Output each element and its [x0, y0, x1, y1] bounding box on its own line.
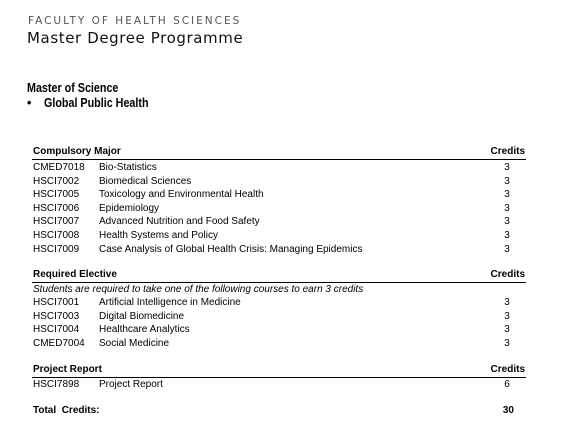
course-code: HSCI7009	[33, 243, 80, 255]
course-credits: 3	[504, 216, 510, 228]
required-elective-section	[32, 269, 526, 350]
project-report-section	[32, 364, 526, 392]
course-row	[32, 378, 526, 392]
course-name: Artificial Intelligence in Medicine	[99, 297, 241, 308]
course-credits: 3	[504, 202, 510, 214]
faculty-name: FACULTY OF HEALTH SCIENCES	[28, 15, 242, 27]
course-row	[32, 188, 526, 202]
course-code: HSCI7007	[33, 216, 80, 228]
degree-title: Master of Science	[27, 81, 119, 95]
course-code: HSCI7002	[33, 175, 80, 187]
course-code: CMED7004	[33, 337, 85, 349]
total-credits-value: 30	[502, 405, 514, 416]
course-name: Epidemiology	[99, 202, 160, 214]
course-credits: 3	[504, 297, 510, 308]
course-name: Healthcare Analytics	[99, 324, 190, 336]
elective-note: Students are required to take one of the following courses to earn 3 credits	[33, 284, 364, 295]
course-credits: 3	[504, 310, 510, 322]
section-title: Project Report	[33, 364, 102, 375]
course-credits: 3	[504, 229, 510, 241]
course-name: Health Systems and Policy	[99, 229, 218, 241]
programme-title: Master Degree Programme	[27, 29, 244, 47]
credits-column-header: Credits	[490, 364, 525, 375]
credits-column-header: Credits	[490, 146, 525, 157]
course-credits: 3	[504, 243, 510, 255]
course-code: HSCI7003	[33, 310, 80, 322]
course-name: Advanced Nutrition and Food Safety	[99, 216, 260, 228]
course-code: HSCI7898	[33, 379, 80, 390]
course-code: HSCI7001	[33, 297, 80, 308]
course-row	[32, 337, 526, 351]
section-header	[32, 269, 526, 283]
course-row	[32, 215, 526, 229]
course-name: Digital Biomedicine	[99, 310, 185, 322]
course-name: Social Medicine	[99, 337, 170, 349]
course-code: CMED7018	[33, 162, 85, 173]
total-credits-label: Total Credits:	[33, 405, 100, 416]
course-code: HSCI7008	[33, 229, 80, 241]
credits-column-header: Credits	[490, 269, 525, 280]
course-credits: 3	[504, 324, 510, 336]
course-name: Bio-Statistics	[99, 162, 157, 173]
course-row	[32, 323, 526, 337]
bullet-icon: •	[27, 96, 32, 110]
section-header	[32, 146, 526, 160]
course-name: Biomedical Sciences	[99, 175, 192, 187]
specialisation-name: Global Public Health	[44, 96, 149, 110]
specialisation-line	[27, 96, 166, 110]
course-name: Toxicology and Environmental Health	[99, 189, 264, 201]
section-header	[32, 364, 526, 378]
compulsory-major-section	[32, 146, 526, 256]
course-row	[32, 296, 526, 310]
course-row	[32, 175, 526, 189]
course-name: Project Report	[99, 379, 163, 390]
course-credits: 6	[504, 379, 510, 390]
course-credits: 3	[504, 162, 510, 173]
course-code: HSCI7006	[33, 202, 80, 214]
course-credits: 3	[504, 175, 510, 187]
section-title: Compulsory Major	[33, 146, 121, 157]
course-credits: 3	[504, 189, 510, 201]
course-row	[32, 310, 526, 324]
course-row	[32, 243, 526, 257]
course-row	[32, 229, 526, 243]
course-row	[32, 161, 526, 175]
course-code: HSCI7005	[33, 189, 80, 201]
section-title: Required Elective	[33, 269, 117, 280]
course-name: Case Analysis of Global Health Crisis: Managing Epidemics	[99, 243, 363, 255]
course-code: HSCI7004	[33, 324, 80, 336]
course-row	[32, 202, 526, 216]
course-credits: 3	[504, 337, 510, 349]
